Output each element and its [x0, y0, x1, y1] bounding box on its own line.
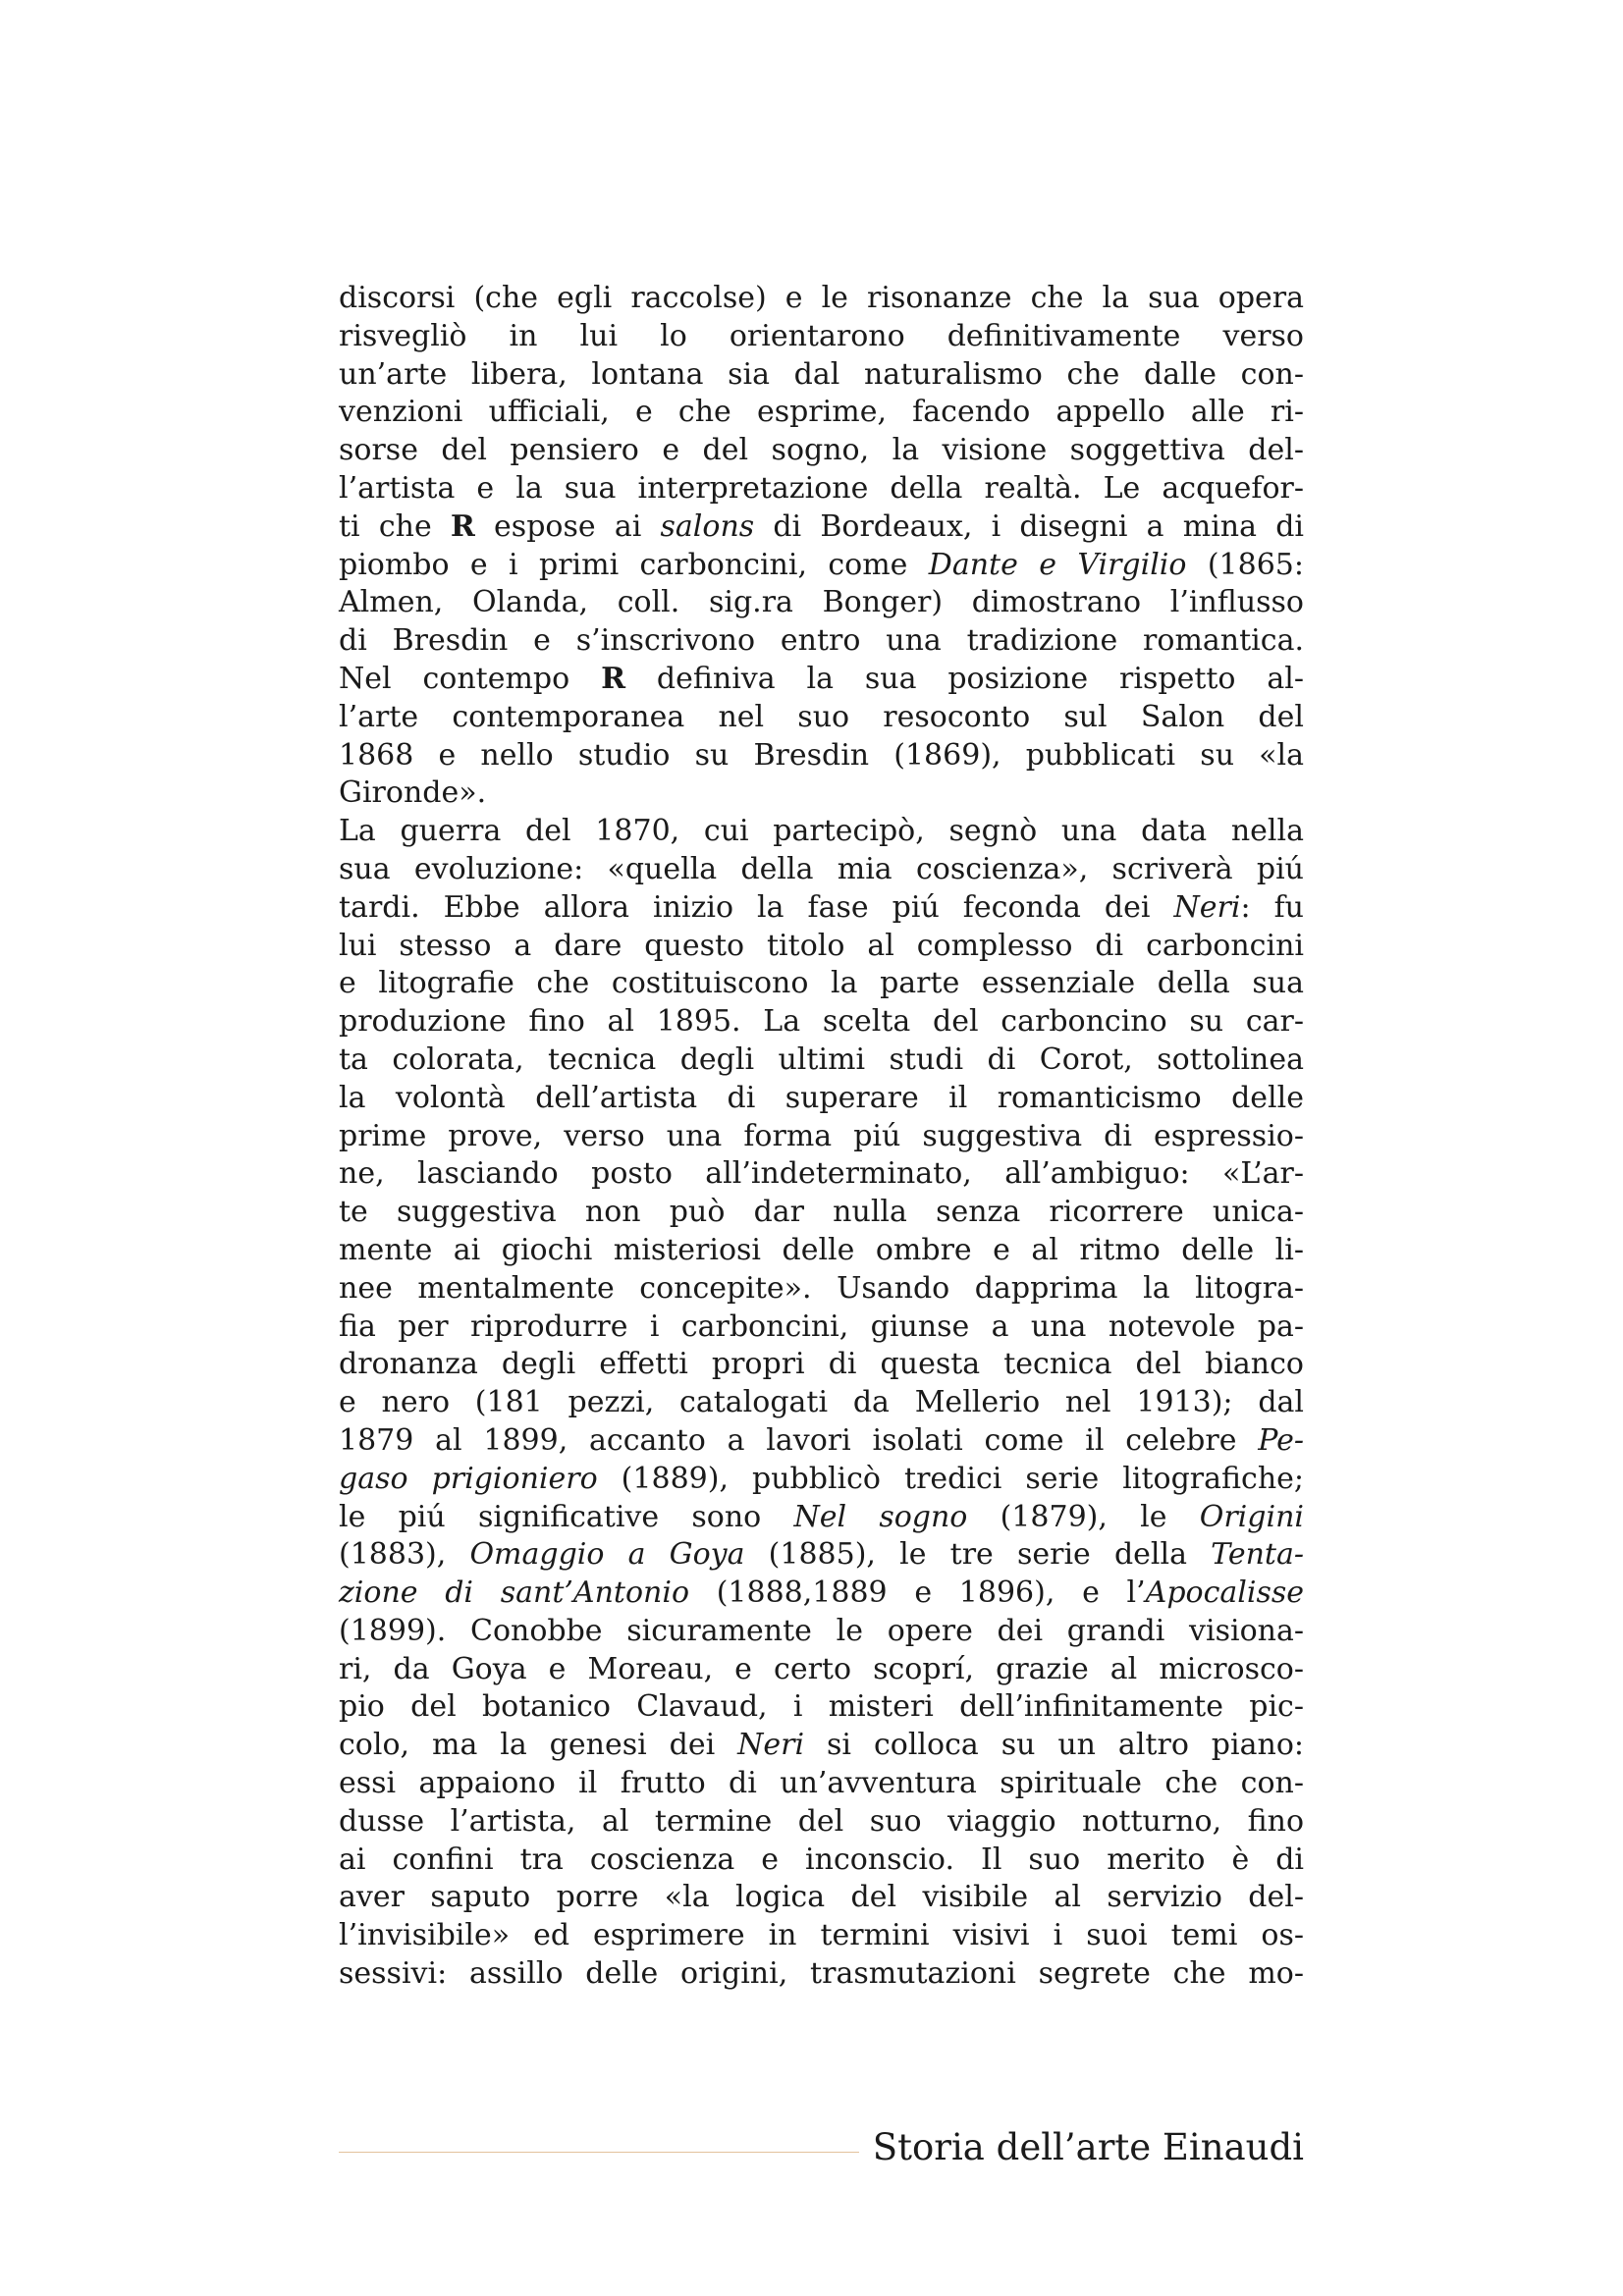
text-line — [339, 1118, 1304, 1156]
italic-text: Dante e Virgilio — [928, 547, 1187, 582]
text-line — [339, 1041, 1304, 1080]
italic-text: gaso prigioniero — [339, 1461, 598, 1496]
text-line — [339, 508, 1304, 547]
text-run: ti che — [339, 508, 451, 544]
text-run: (1899). Conobbe sicuramente le opere dei grandi visiona- — [339, 1613, 1304, 1648]
text-run: mente ai giochi misteriosi delle ombre e al ritmo delle li- — [339, 1232, 1304, 1267]
text-run: essi appaiono il frutto di un’avventura spirituale che con- — [339, 1766, 1304, 1801]
text-line — [339, 470, 1304, 508]
text-run: produzione fino al 1895. La scelta del carboncino su car- — [339, 1004, 1304, 1040]
text-line — [339, 813, 1304, 851]
text-run: la volontà dell’artista di superare il romanticismo delle — [339, 1080, 1304, 1115]
text-line — [339, 1536, 1304, 1575]
text-run: si colloca su un altro piano: — [804, 1728, 1304, 1763]
text-run: ta colorata, tecnica degli ultimi studi di Corot, sottolinea — [339, 1041, 1304, 1077]
italic-text: Tenta- — [1211, 1537, 1304, 1573]
text-run: ne, lasciando posto all’indeterminato, all’ambiguo: «L’ar- — [339, 1156, 1304, 1192]
text-run: di Bordeaux, i disegni a mina di — [754, 508, 1304, 544]
text-line — [339, 356, 1304, 395]
italic-text: Apocalisse — [1145, 1575, 1305, 1611]
text-run: l’artista e la sua interpretazione della realtà. Le acquefor- — [339, 470, 1304, 506]
text-line — [339, 1842, 1304, 1880]
italic-text: zione di sant’Antonio — [339, 1575, 690, 1611]
text-line — [339, 1003, 1304, 1041]
text-line — [339, 1384, 1304, 1422]
text-line — [339, 1765, 1304, 1803]
text-line — [339, 1955, 1304, 1994]
text-run: sessivi: assillo delle origini, trasmutazioni segrete che mo- — [339, 1956, 1304, 1992]
text-line — [339, 1270, 1304, 1308]
text-run: sorse del pensiero e del sogno, la visione soggettiva del- — [339, 433, 1304, 468]
text-run: lui stesso a dare questo titolo al complesso di carboncini — [339, 928, 1304, 963]
text-run: (1865: — [1186, 547, 1304, 582]
text-run: l’arte contemporanea nel suo resoconto sul Salon del — [339, 699, 1304, 734]
text-run: ri, da Goya e Moreau, e certo scoprí, grazie al microsco- — [339, 1651, 1304, 1686]
text-line — [339, 737, 1304, 775]
italic-text: Neri — [1173, 889, 1241, 925]
text-run: discorsi (che egli raccolse) e le risonanze che la sua opera — [339, 281, 1304, 315]
body-text — [339, 280, 1304, 1994]
text-line — [339, 1688, 1304, 1727]
text-line — [339, 774, 1304, 813]
text-run: Almen, Olanda, coll. sig.ra Bonger) dimostrano l’influsso — [339, 585, 1304, 620]
italic-text: Omaggio a Goya — [469, 1537, 745, 1573]
italic-text: Origini — [1199, 1499, 1304, 1534]
text-line — [339, 584, 1304, 622]
text-line — [339, 1879, 1304, 1917]
text-run: dusse l’artista, al termine del suo viaggio notturno, fino — [339, 1803, 1304, 1839]
text-run: venzioni ufficiali, e che esprime, facendo appello alle ri- — [339, 395, 1304, 430]
text-line — [339, 699, 1304, 737]
text-line — [339, 1613, 1304, 1651]
text-line — [339, 1461, 1304, 1499]
text-run: aver saputo porre «la logica del visibile al servizio del- — [339, 1880, 1304, 1915]
text-run: : fu — [1240, 889, 1304, 925]
text-run: (1879), le — [967, 1499, 1200, 1534]
text-line — [339, 318, 1304, 356]
text-run: e litografie che costituiscono la parte essenziale della sua — [339, 966, 1304, 1001]
italic-text: Pe- — [1258, 1422, 1304, 1458]
text-run: sua evoluzione: «quella della mia coscienza», scriverà piú — [339, 851, 1304, 886]
text-line — [339, 1232, 1304, 1270]
bold-text: R — [450, 508, 475, 544]
text-run: Gironde». — [339, 775, 487, 811]
text-line — [339, 394, 1304, 432]
text-run: Nel contempo — [339, 661, 602, 696]
text-run: di Bresdin e s’inscrivono entro una tradizione romantica. — [339, 623, 1304, 659]
text-line — [339, 280, 1304, 318]
text-line — [339, 1499, 1304, 1537]
text-run: 1868 e nello studio su Bresdin (1869), pubblicati su «la — [339, 737, 1304, 773]
text-line — [339, 1308, 1304, 1347]
text-run: e nero (181 pezzi, catalogati da Mellerio nel 1913); dal — [339, 1385, 1304, 1420]
text-run: definiva la sua posizione rispetto al- — [625, 661, 1304, 696]
text-line — [339, 432, 1304, 470]
text-line — [339, 1803, 1304, 1842]
text-line — [339, 547, 1304, 585]
bold-text: R — [601, 661, 626, 696]
text-run: colo, ma la genesi dei — [339, 1728, 738, 1763]
text-run: nee mentalmente concepite». Usando dapprima la litogra- — [339, 1270, 1304, 1306]
text-line — [339, 1194, 1304, 1232]
text-line — [339, 928, 1304, 966]
text-run: fia per riprodurre i carboncini, giunse a una notevole pa- — [339, 1308, 1304, 1344]
text-run: (1889), pubblicò tredici serie litografiche; — [597, 1461, 1305, 1496]
text-run: 1879 al 1899, accanto a lavori isolati come il celebre — [339, 1422, 1259, 1458]
text-line — [339, 889, 1304, 928]
text-run: (1883), — [339, 1537, 470, 1573]
text-line — [339, 1422, 1304, 1461]
text-line — [339, 1727, 1304, 1765]
text-run: prime prove, verso una forma piú suggestiva di espressio- — [339, 1118, 1304, 1153]
text-run: ai confini tra coscienza e inconscio. Il suo merito è di — [339, 1842, 1304, 1877]
text-run: piombo e i primi carboncini, come — [339, 547, 929, 582]
text-line — [339, 622, 1304, 661]
footer-rule — [339, 2152, 859, 2153]
italic-text: salons — [660, 508, 755, 544]
text-run: te suggestiva non può dar nulla senza ricorrere unica- — [339, 1195, 1304, 1230]
text-run: tardi. Ebbe allora inizio la fase piú feconda dei — [339, 889, 1174, 925]
text-run: (1888,1889 e 1896), e l’ — [689, 1575, 1146, 1611]
text-line — [339, 1575, 1304, 1613]
text-run: le piú significative sono — [339, 1499, 794, 1534]
text-line — [339, 1080, 1304, 1118]
text-line — [339, 661, 1304, 699]
text-run: (1885), le tre serie della — [744, 1537, 1212, 1573]
text-line — [339, 1651, 1304, 1689]
text-line — [339, 851, 1304, 889]
text-run: La guerra del 1870, cui partecipò, segnò una data nella — [339, 814, 1304, 849]
text-line — [339, 1917, 1304, 1955]
text-run: l’invisibile» ed esprimere in termini visivi i suoi temi os- — [339, 1918, 1304, 1953]
italic-text: Neri — [737, 1728, 805, 1763]
text-line — [339, 965, 1304, 1003]
text-line — [339, 1155, 1304, 1194]
text-run: un’arte libera, lontana sia dal naturalismo che dalle con- — [339, 356, 1304, 392]
text-run: dronanza degli effetti propri di questa tecnica del bianco — [339, 1347, 1304, 1382]
text-run: risvegliò in lui lo orientarono definitivamente verso — [339, 318, 1304, 353]
text-line — [339, 1346, 1304, 1384]
text-run: pio del botanico Clavaud, i misteri dell’infinitamente pic- — [339, 1689, 1304, 1725]
footer-title: Storia dell’arte Einaudi — [872, 2126, 1304, 2168]
italic-text: Nel sogno — [793, 1499, 968, 1534]
text-run: espose ai — [474, 508, 661, 544]
